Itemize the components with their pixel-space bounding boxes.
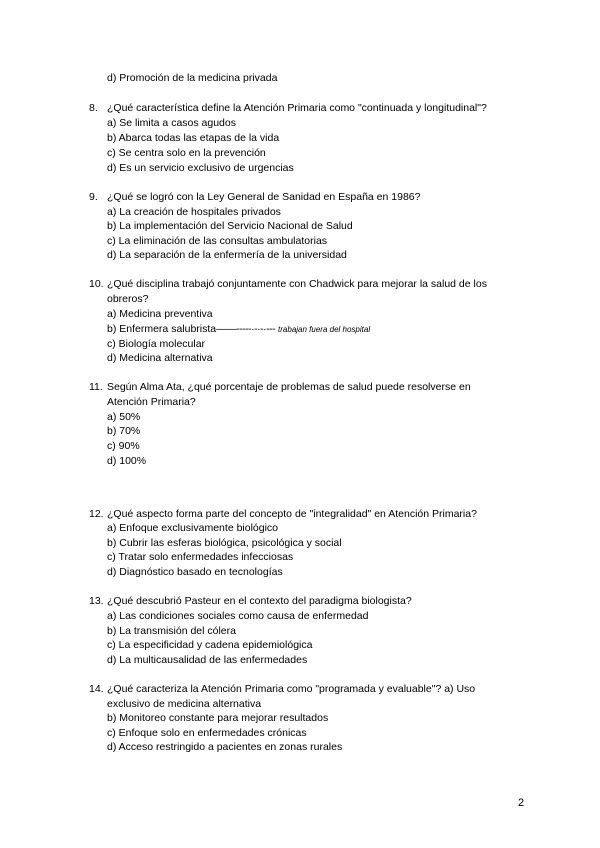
q14-option-d: d) Acceso restringido a pacientes en zonas rurales	[107, 741, 343, 753]
q9-option-d: d) La separación de la enfermería de la universidad	[107, 249, 347, 261]
question-text: ¿Qué aspecto forma parte del concepto de "integralidad" en Atención Primaria?	[107, 508, 477, 520]
question-text: ¿Qué caracteriza la Atención Primaria como "programada y evaluable"? a) Uso	[107, 683, 476, 695]
q10-option-a: a) Medicina preventiva	[107, 308, 213, 320]
question-number: 12.	[89, 508, 104, 520]
q13-option-b: b) La transmisión del cólera	[107, 625, 236, 637]
q14-option-c: c) Enfoque solo en enfermedades crónicas	[107, 727, 307, 739]
question-number: 14.	[89, 683, 104, 695]
handwritten-note: trabajan fuera del hospital	[278, 325, 371, 334]
q9-option-c: c) La eliminación de las consultas ambulatorias	[107, 235, 328, 247]
question-text: ¿Qué disciplina trabajó conjuntamente con Chadwick para mejorar la salud de los	[107, 278, 487, 290]
question-text: ¿Qué característica define la Atención Primaria como "continuada y longitudinal"?	[107, 102, 487, 114]
q11-option-d: d) 100%	[107, 455, 147, 467]
q12-option-c: c) Tratar solo enfermedades infecciosas	[107, 551, 294, 563]
page-number: 2	[518, 797, 525, 809]
question-text: Según Alma Ata, ¿qué porcentaje de problemas de salud puede resolverse en	[107, 381, 471, 393]
question-14-continuation: exclusivo de medicina alternativa	[107, 698, 262, 710]
question-11	[89, 380, 471, 394]
q13-option-c: c) La especificidad y cadena epidemiológica	[107, 639, 313, 651]
q12-option-d: d) Diagnóstico basado en tecnologías	[107, 566, 283, 578]
prev-option-d: d) Promoción de la medicina privada	[107, 72, 278, 84]
question-text: ¿Qué se logró con la Ley General de Sanidad en España en 1986?	[107, 191, 421, 203]
q13-option-d: d) La multicausalidad de las enfermedades	[107, 654, 308, 666]
q8-option-c: c) Se centra solo en la prevención	[107, 147, 266, 159]
q11-option-b: b) 70%	[107, 425, 141, 437]
q8-option-d: d) Es un servicio exclusivo de urgencias	[107, 162, 294, 174]
question-9	[89, 190, 420, 204]
q9-option-b: b) La implementación del Servicio Nacional de Salud	[107, 220, 353, 232]
q11-option-a: a) 50%	[107, 411, 141, 423]
q12-option-a: a) Enfoque exclusivamente biológico	[107, 522, 279, 534]
question-text: ¿Qué descubrió Pasteur en el contexto del paradigma biologista?	[107, 595, 412, 607]
question-number: 11.	[89, 381, 103, 393]
q14-option-b: b) Monitoreo constante para mejorar resultados	[107, 712, 329, 724]
question-14	[89, 682, 475, 696]
q10-option-b	[107, 322, 370, 337]
question-number: 9.	[89, 191, 98, 203]
q10-option-d: d) Medicina alternativa	[107, 352, 213, 364]
handwritten-dash: ——-----·-·-·---	[216, 323, 276, 335]
question-number: 8.	[89, 102, 98, 114]
question-11-continuation: Atención Primaria?	[107, 396, 196, 408]
option-text: b) Enfermera salubrista	[107, 323, 217, 335]
q12-option-b: b) Cubrir las esferas biológica, psicológica y social	[107, 537, 342, 549]
question-8	[89, 101, 487, 115]
question-12	[89, 507, 477, 521]
q13-option-a: a) Las condiciones sociales como causa de enfermedad	[107, 610, 369, 622]
question-10-continuation: obreros?	[107, 293, 149, 305]
q9-option-a: a) La creación de hospitales privados	[107, 206, 281, 218]
question-number: 13.	[89, 595, 104, 607]
question-13	[89, 594, 412, 608]
q8-option-b: b) Abarca todas las etapas de la vida	[107, 132, 280, 144]
q11-option-c: c) 90%	[107, 440, 140, 452]
q8-option-a: a) Se limita a casos agudos	[107, 117, 236, 129]
question-number: 10.	[89, 278, 104, 290]
q10-option-c: c) Biología molecular	[107, 338, 206, 350]
question-10	[89, 277, 487, 291]
